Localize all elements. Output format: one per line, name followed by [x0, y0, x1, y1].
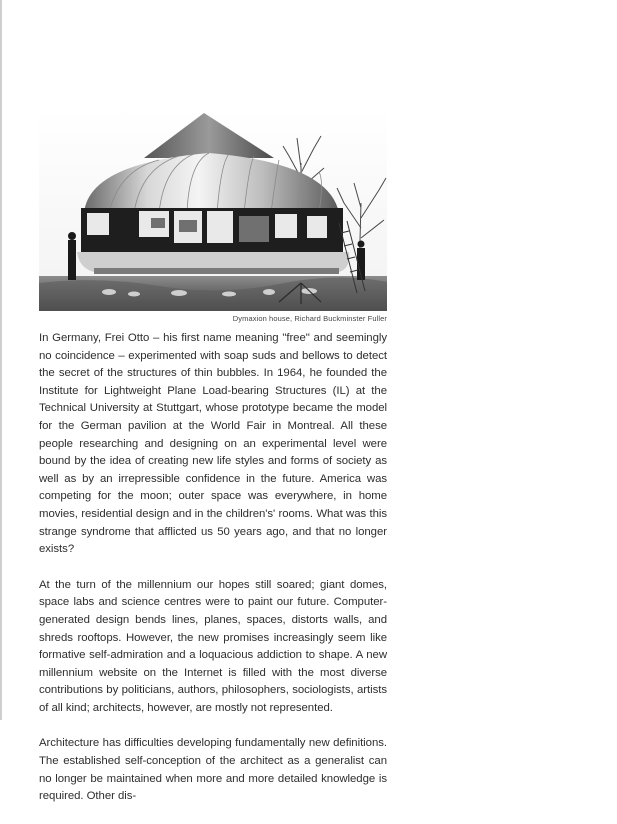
page-left-edge	[0, 0, 2, 720]
paragraph-1: In Germany, Frei Otto – his first name meaning "free" and seemingly no coincidence – experimented with soap suds and bellows to detect the secret of the structures of thin bubbles. In 1964, he founded the Institute for Lightweight Plane Load-bearing Structures (IL) at the Technical University at Stuttgart, whose prototype became the model for the German pavilion at the World Fair in Montreal. All these people researching and designing on an experimental level were bound by the idea of creating new life styles and forms of society as well as by an irrepressible confidence in the future. America was competing for the moon; outer space was everywhere, in home movies, residential design and in the children's' rooms. What was this strange syndrome that afflicted us 50 years ago, and that no longer exists?	[39, 332, 387, 556]
figure-caption: Dymaxion house, Richard Buckminster Fuller	[232, 314, 387, 323]
paragraph-2: At the turn of the millennium our hopes still soared; giant domes, space labs and science centres were to paint our future. Computer-generated design bends lines, planes, spaces, distorts walls, and shreds rooftops. However, the new promises increasingly seem like formative self-admiration and a loquacious addiction to shape. A new millennium website on the Internet is filled with the most diverse contributions by politicians, authors, philosophers, sociologists, artists of all kind; architects, however, are mostly not represented.	[39, 578, 387, 714]
dymaxion-house-photo	[39, 108, 387, 311]
paragraph-3: Architecture has difficulties developing fundamentally new definitions. The established self-conception of the architect as a generalist can no longer be maintained when more and more detailed knowledge is required. Other dis-	[39, 737, 387, 803]
article-body	[39, 330, 387, 824]
